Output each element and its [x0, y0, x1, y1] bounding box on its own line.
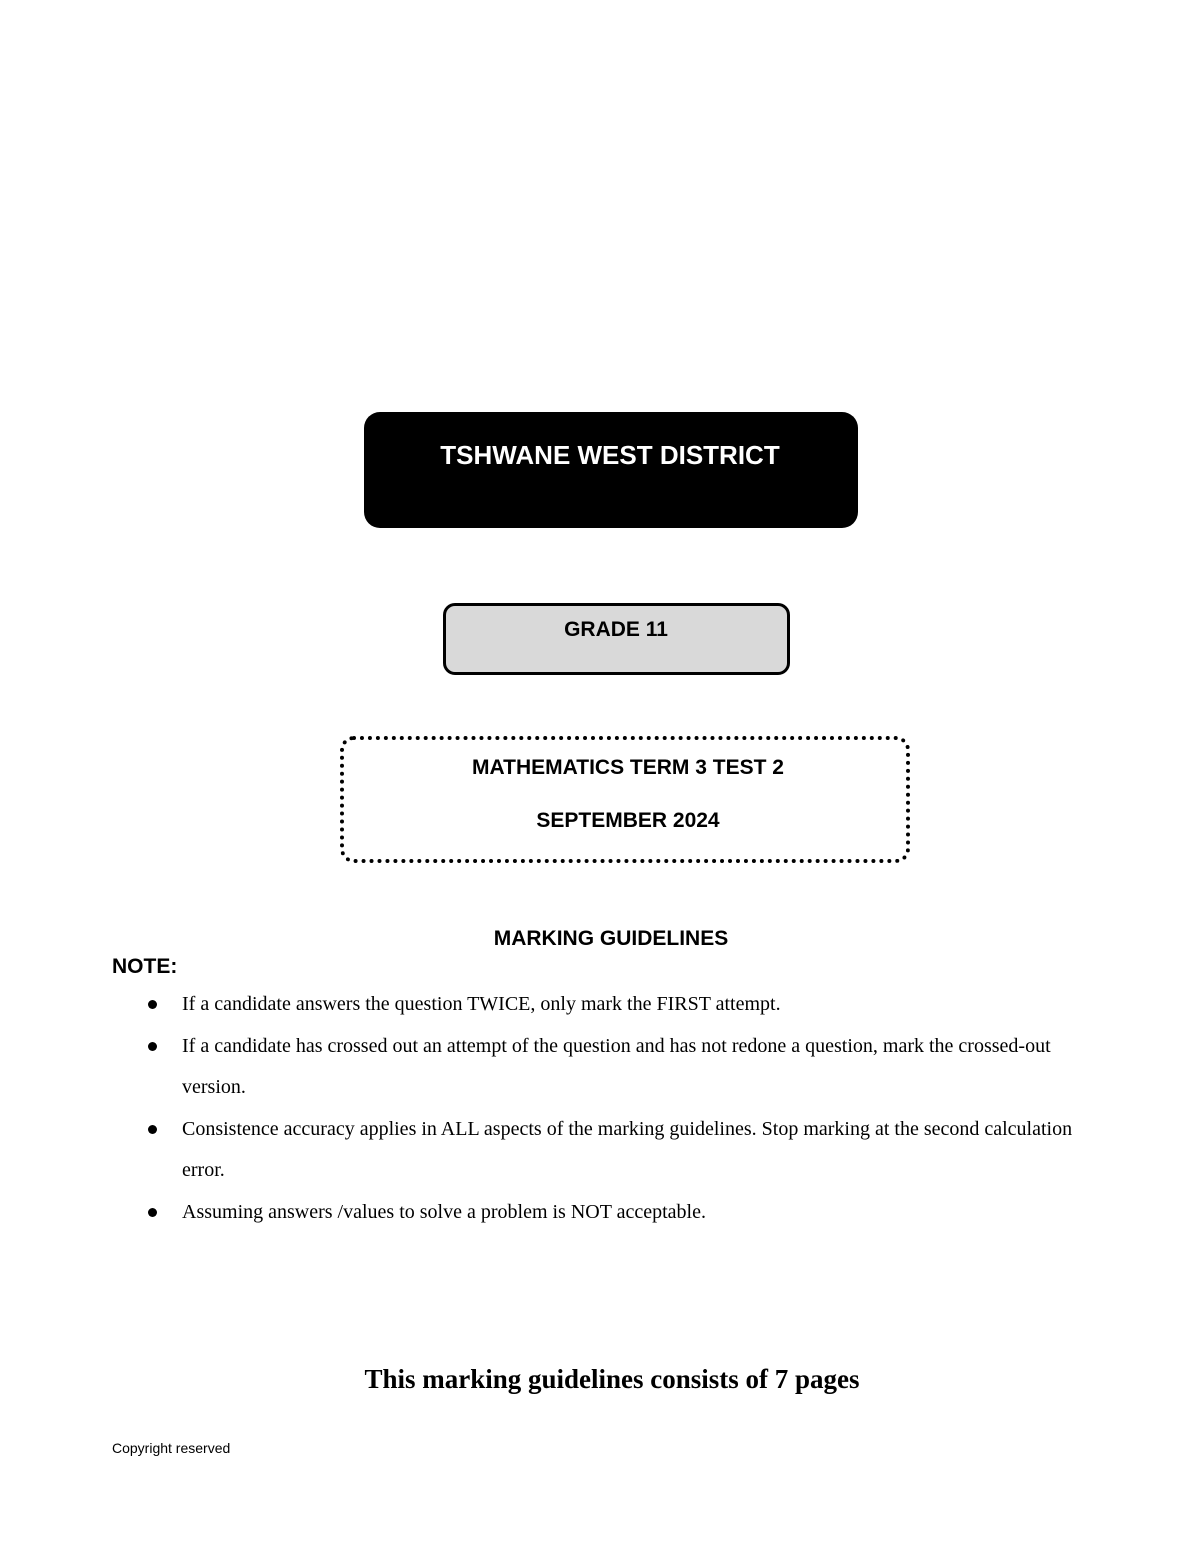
note-text: Assuming answers /values to solve a problem is NOT acceptable. [182, 1201, 706, 1223]
note-text: If a candidate answers the question TWICE, only mark the FIRST attempt. [182, 993, 781, 1015]
grade-label: GRADE 11 [564, 618, 668, 641]
exam-date: SEPTEMBER 2024 [536, 809, 720, 832]
notes-list [140, 984, 1100, 1234]
note-text: Consistence accuracy applies in ALL aspects of the marking guidelines. Stop marking at the second calculation error. [182, 1118, 1073, 1181]
bullet-icon [148, 1042, 157, 1051]
list-item [140, 1109, 1100, 1191]
list-item [140, 1192, 1100, 1233]
list-item [140, 1026, 1100, 1108]
note-text: If a candidate has crossed out an attempt of the question and has not redone a question, mark the crossed-out version. [182, 1035, 1051, 1098]
bullet-icon [148, 1208, 157, 1217]
note-label: NOTE: [112, 955, 178, 978]
bullet-icon [148, 1000, 157, 1009]
marking-guidelines-heading: MARKING GUIDELINES [493, 927, 729, 950]
bullet-icon [148, 1125, 157, 1134]
list-item [140, 984, 1100, 1025]
page-count-statement: This marking guidelines consists of 7 pages [364, 1364, 860, 1394]
district-title: TSHWANE WEST DISTRICT [440, 440, 780, 470]
copyright-notice: Copyright reserved [112, 1440, 231, 1456]
subject-title: MATHEMATICS TERM 3 TEST 2 [472, 756, 784, 779]
